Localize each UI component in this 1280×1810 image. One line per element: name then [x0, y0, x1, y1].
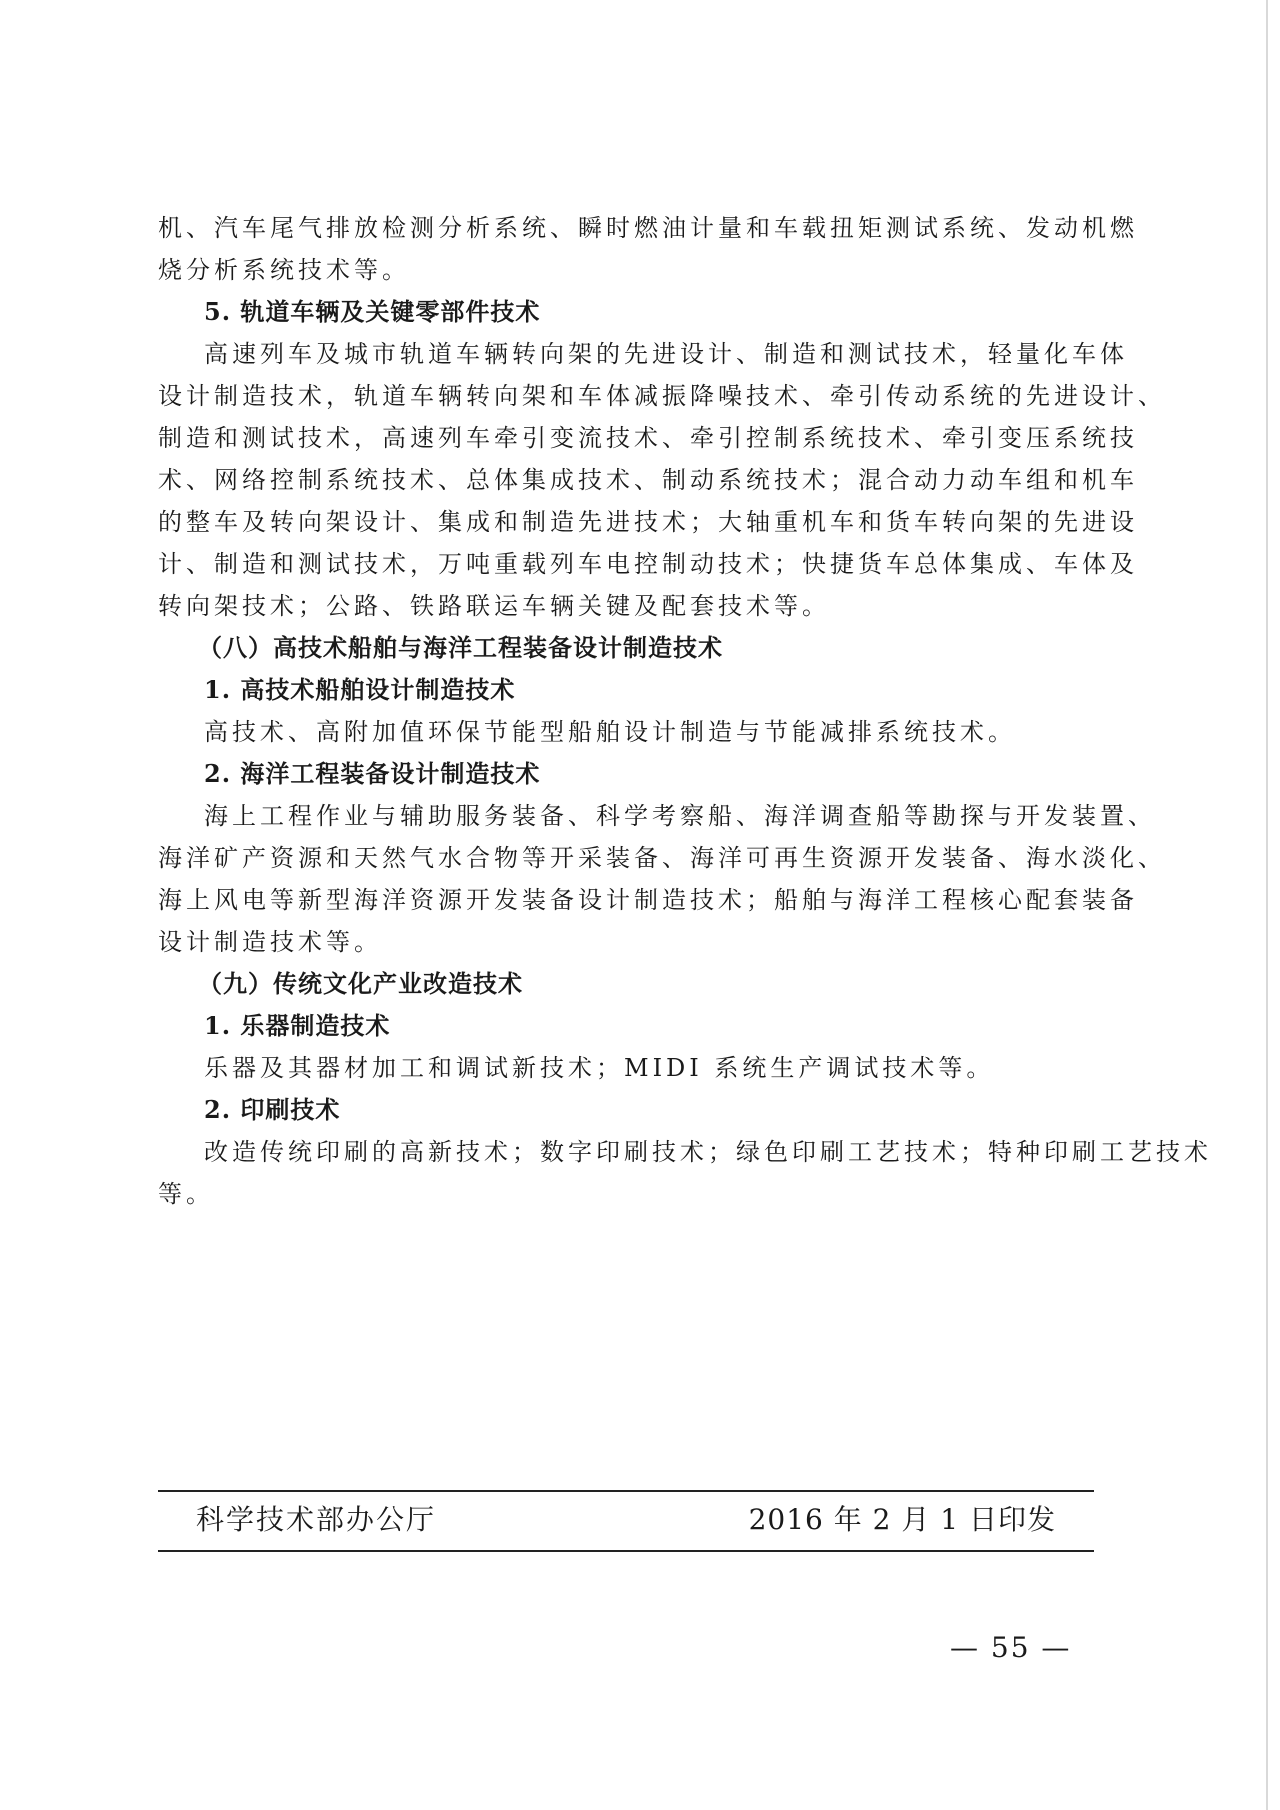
section-heading: 1. 高技术船舶设计制造技术: [204, 675, 516, 704]
chapter-heading: （九）传统文化产业改造技术: [198, 969, 523, 998]
body-line: 的整车及转向架设计、集成和制造先进技术；大轴重机车和货车转向架的先进设: [158, 508, 1138, 536]
section-heading: 5. 轨道车辆及关键零部件技术: [204, 297, 541, 326]
body-line: 设计制造技术等。: [158, 928, 382, 956]
issuance-footer: [158, 1490, 1094, 1552]
page-edge: [1266, 0, 1268, 1810]
page-number: — 55 —: [950, 1631, 1072, 1664]
body-line: 高技术、高附加值环保节能型船舶设计制造与节能减排系统技术。: [204, 718, 1016, 746]
section-heading: 2. 印刷技术: [204, 1095, 341, 1124]
body-line: 术、网络控制系统技术、总体集成技术、制动系统技术；混合动力动车组和机车: [158, 466, 1138, 494]
body-line: 改造传统印刷的高新技术；数字印刷技术；绿色印刷工艺技术；特种印刷工艺技术: [204, 1138, 1212, 1166]
body-line: 设计制造技术，轨道车辆转向架和车体减振降噪技术、牵引传动系统的先进设计、: [158, 382, 1166, 410]
body-line: 乐器及其器材加工和调试新技术；MIDI 系统生产调试技术等。: [204, 1054, 995, 1082]
body-line: 海上风电等新型海洋资源开发装备设计制造技术；船舶与海洋工程核心配套装备: [158, 886, 1138, 914]
section-heading: 1. 乐器制造技术: [204, 1011, 391, 1040]
chapter-heading: （八）高技术船舶与海洋工程装备设计制造技术: [198, 633, 723, 662]
body-line: 烧分析系统技术等。: [158, 256, 410, 284]
section-heading: 2. 海洋工程装备设计制造技术: [204, 759, 541, 788]
body-line: 计、制造和测试技术，万吨重载列车电控制动技术；快捷货车总体集成、车体及: [158, 550, 1138, 578]
issuer-name: 科学技术部办公厅: [196, 1503, 437, 1536]
body-line: 高速列车及城市轨道车辆转向架的先进设计、制造和测试技术，轻量化车体: [204, 340, 1128, 368]
issue-date: 2016 年 2 月 1 日印发: [748, 1503, 1056, 1536]
body-line: 转向架技术；公路、铁路联运车辆关键及配套技术等。: [158, 592, 830, 620]
body-line: 制造和测试技术，高速列车牵引变流技术、牵引控制系统技术、牵引变压系统技: [158, 424, 1138, 452]
body-line: 海上工程作业与辅助服务装备、科学考察船、海洋调查船等勘探与开发装置、: [204, 802, 1156, 830]
body-line: 等。: [158, 1180, 214, 1208]
body-line: 机、汽车尾气排放检测分析系统、瞬时燃油计量和车载扭矩测试系统、发动机燃: [158, 214, 1138, 242]
body-line: 海洋矿产资源和天然气水合物等开采装备、海洋可再生资源开发装备、海水淡化、: [158, 844, 1166, 872]
